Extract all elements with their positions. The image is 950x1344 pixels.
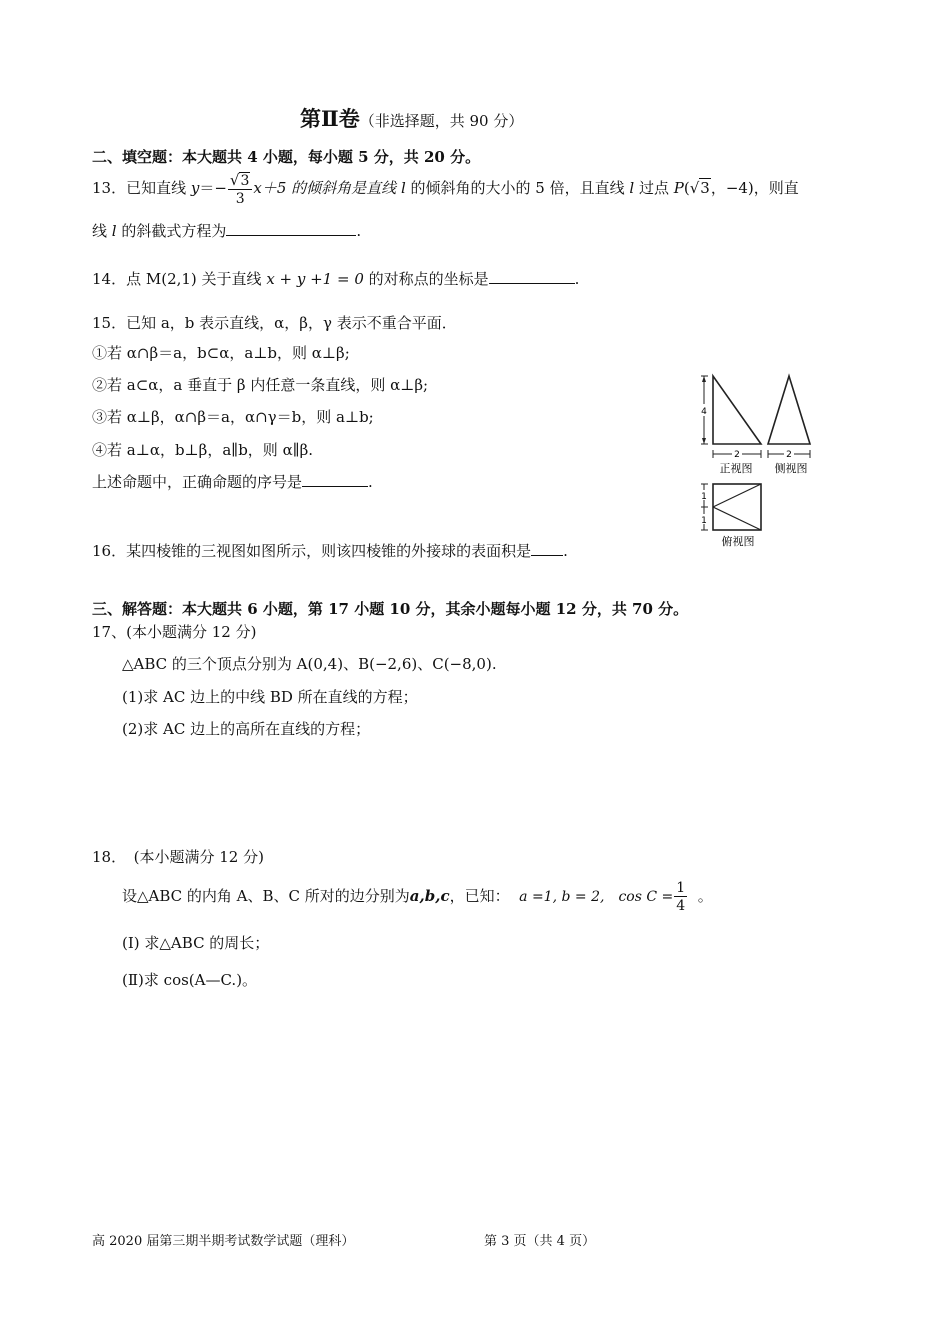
q15-item-2: ②若 a⊂α，a 垂直于 β 内任意一条直线，则 α⊥β; bbox=[92, 376, 429, 394]
top-view-label: 俯视图 bbox=[721, 535, 755, 548]
q16-tail: . bbox=[563, 542, 568, 560]
title-sub: （非选择题，共 90 分） bbox=[359, 112, 524, 130]
q15-intro: 15．已知 a，b 表示直线，α，β，γ 表示不重合平面． bbox=[92, 314, 457, 332]
top-view bbox=[700, 484, 761, 548]
q14-text-b: 的对称点的坐标是 bbox=[363, 270, 489, 288]
q14-answer-blank[interactable] bbox=[489, 269, 575, 284]
q16 bbox=[92, 540, 568, 561]
q16-answer-blank[interactable] bbox=[531, 541, 563, 556]
q13-y: y bbox=[190, 179, 200, 197]
q13-tail: . bbox=[356, 222, 362, 240]
three-view-figure bbox=[698, 370, 828, 552]
footer-left: 高 2020 届第三期半期考试数学试题（理科） bbox=[92, 1234, 355, 1249]
q13-l1: l bbox=[400, 179, 406, 197]
q18-stem-b: ，已知： bbox=[449, 887, 510, 905]
q15-ask-text: 上述命题中，正确命题的序号是 bbox=[92, 473, 303, 491]
footer-page-number: 第 3 页（共 4 页） bbox=[484, 1234, 596, 1249]
front-view-label: 正视图 bbox=[719, 462, 753, 475]
q18-header: 18． (本小题满分 12 分) bbox=[92, 848, 264, 866]
side-view bbox=[768, 376, 810, 475]
q13-line1: 13．已知直线 y＝− $\frac{√3}{3}$ x＋5 的倾斜角是直线 l 的倾斜角的大小的 5 倍，且直线 l 过点 P(√3，−4)，则直 bbox=[92, 170, 799, 207]
q14-equation: x + y +1 = 0 bbox=[266, 270, 364, 288]
dim-top-a: 1 bbox=[701, 492, 707, 502]
dim-front-width: 2 bbox=[734, 450, 740, 460]
q18-stem-a: 设△ABC 的内角 A、B、C 所对的边分别为 bbox=[122, 887, 410, 905]
q16-text: 16．某四棱锥的三视图如图所示，则该四棱锥的外接球的表面积是 bbox=[92, 542, 532, 560]
q18-stem-end: 。 bbox=[697, 887, 713, 905]
q15-answer-blank[interactable] bbox=[302, 472, 368, 487]
page-title bbox=[300, 103, 523, 133]
q13-line2-a: 线 bbox=[92, 222, 112, 240]
q18-part2: (Ⅱ)求 cos(A—C.)。 bbox=[122, 971, 258, 989]
q13-line2 bbox=[92, 220, 361, 241]
section2-heading: 二、填空题：本大题共 4 小题，每小题 5 分，共 20 分。 bbox=[92, 148, 481, 166]
q13-line2-b: 的斜截式方程为 bbox=[116, 222, 227, 240]
q18-frac-num: 1 bbox=[676, 880, 686, 896]
q13-answer-blank[interactable] bbox=[226, 221, 356, 236]
q17-part1: (1)求 AC 边上的中线 BD 所在直线的方程； bbox=[122, 688, 418, 706]
q14-text-a: 14．点 M(2,1) 关于直线 bbox=[92, 270, 267, 288]
q13-frac-den: 3 bbox=[235, 190, 245, 207]
section3-heading: 三、解答题：本大题共 6 小题，第 17 小题 10 分，其余小题每小题 12 分，共 70 分。 bbox=[92, 600, 689, 618]
q15-item-4: ④若 a⊥α，b⊥β，a∥b，则 α∥β. bbox=[92, 441, 314, 459]
q13-point-p: P bbox=[673, 179, 684, 197]
dim-side-width: 2 bbox=[786, 450, 792, 460]
side-view-label: 侧视图 bbox=[774, 462, 808, 475]
q13-l3: l bbox=[111, 222, 117, 240]
q15-tail: . bbox=[368, 473, 373, 491]
q18-part1: (Ⅰ) 求△ABC 的周长； bbox=[122, 934, 270, 952]
q13-eq: ＝− bbox=[199, 179, 227, 197]
q13-num: 13．已知直线 bbox=[92, 179, 191, 197]
q18-frac-den: 4 bbox=[676, 898, 686, 914]
q15-item-3: ③若 α⊥β，α∩β＝a，α∩γ＝b，则 a⊥b; bbox=[92, 408, 374, 426]
q17-stem: △ABC 的三个顶点分别为 A(0,4)、B(−2,6)、C(−8,0). bbox=[122, 655, 497, 673]
q13-mid2: 过点 bbox=[634, 179, 674, 197]
q13-p-open: ( bbox=[683, 179, 690, 197]
dim-height: 4 bbox=[701, 407, 707, 417]
q18-stem bbox=[122, 878, 713, 915]
q14-tail: . bbox=[574, 270, 580, 288]
q13-p-rest: ，−4)，则直 bbox=[710, 179, 799, 197]
q13-frac-num: 3 bbox=[240, 172, 250, 189]
q14 bbox=[92, 268, 579, 289]
q13-p-root: 3 bbox=[700, 179, 710, 197]
q17-part2: (2)求 AC 边上的高所在直线的方程； bbox=[122, 720, 371, 738]
q18-given: a =1, b = 2, cos C = bbox=[519, 889, 674, 905]
q18-fraction bbox=[674, 881, 687, 913]
q15-ask bbox=[92, 471, 373, 492]
q13-l2: l bbox=[629, 179, 635, 197]
dim-top-b: 1 bbox=[701, 516, 707, 526]
title-main: 第Ⅱ卷 bbox=[300, 106, 360, 131]
q17-header: 17、(本小题满分 12 分) bbox=[92, 623, 257, 641]
q13-mid1: 的倾斜角的大小的 5 倍，且直线 bbox=[405, 179, 630, 197]
q13-fraction: $\frac{√3}{3}$ bbox=[228, 173, 252, 206]
q13-x-plus5: x＋5 的倾斜角是直线 bbox=[253, 179, 401, 197]
front-view bbox=[700, 376, 761, 475]
q15-item-1: ①若 α∩β＝a，b⊂α，a⊥b，则 α⊥β; bbox=[92, 344, 350, 362]
q18-abc: a,b,c bbox=[409, 887, 450, 905]
